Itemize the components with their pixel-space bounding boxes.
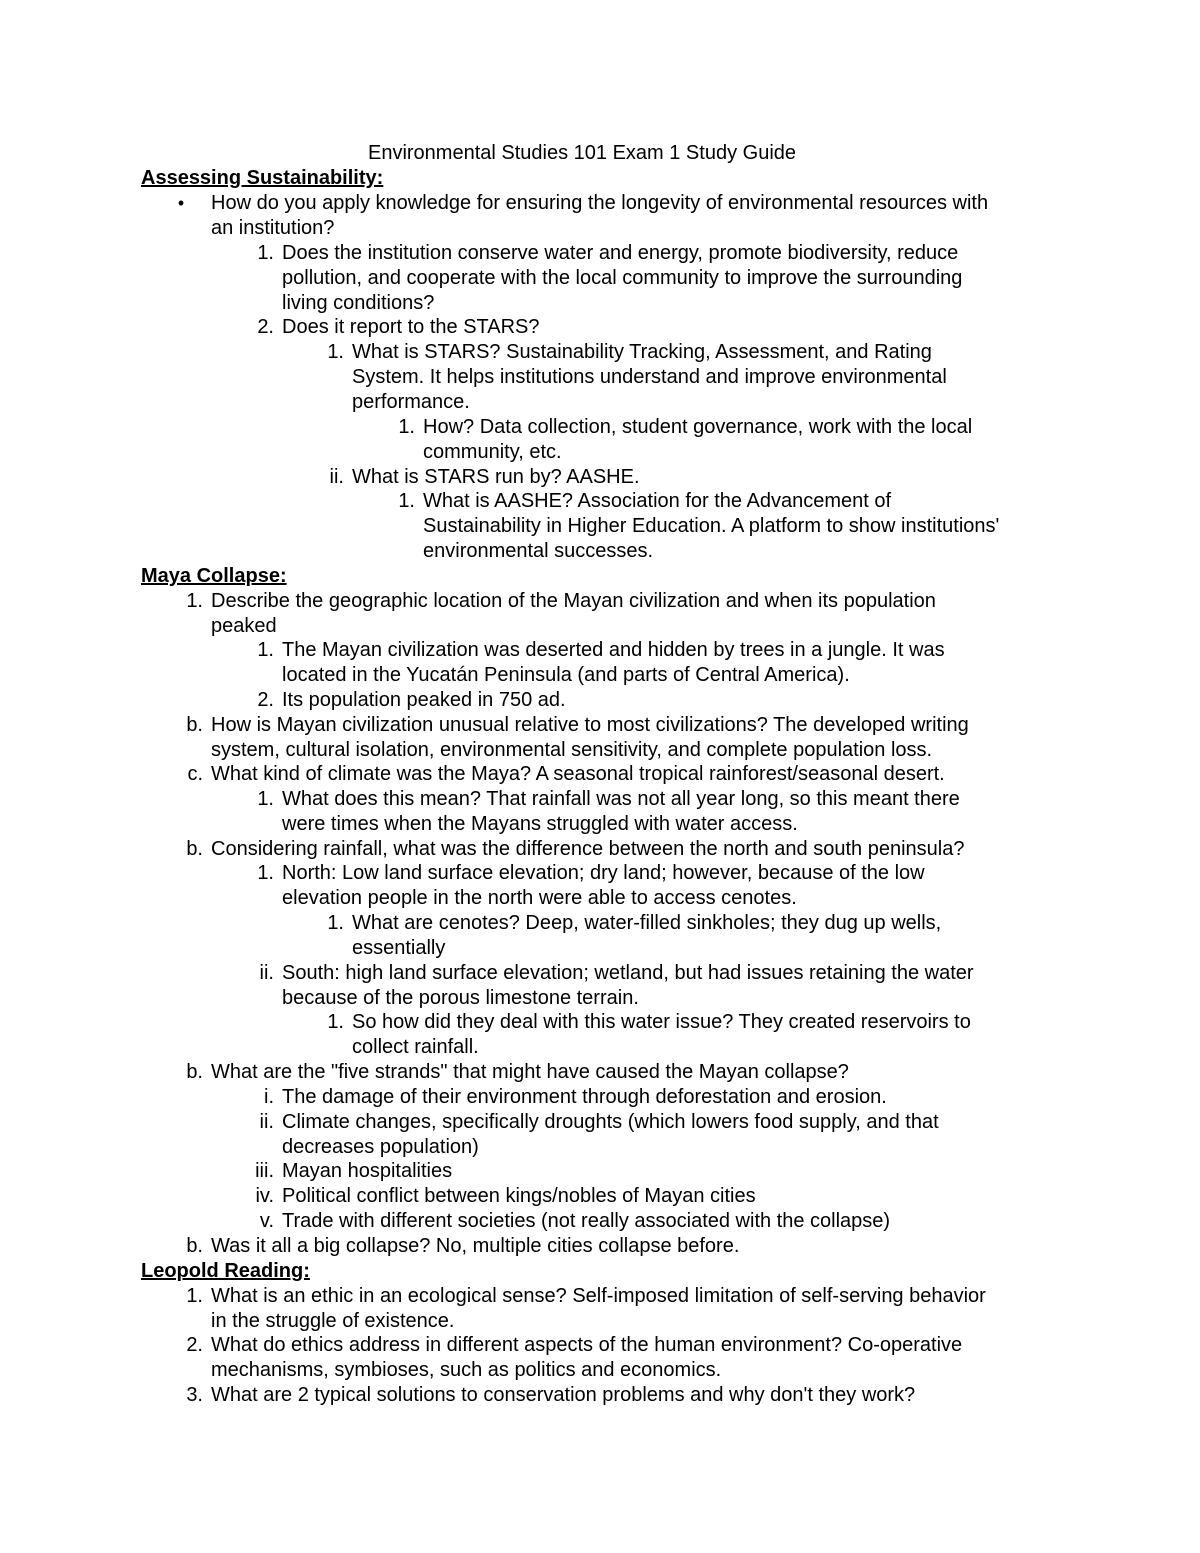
section-heading-leopold: Leopold Reading: — [141, 1260, 310, 1282]
list-item-text: Mayan hospitalities — [282, 1160, 453, 1182]
list-marker: 1. — [327, 341, 344, 363]
list-item-text: How is Mayan civilization unusual relative to most civilizations? The developed writing system, cultural isolation, environmental sensitivity, and complete population loss. — [211, 714, 969, 761]
list-item-text: What do ethics address in different aspects of the human environment? Co-operative mechanisms, symbioses, such as politics and economics. — [211, 1334, 963, 1381]
list-marker: 1. — [257, 242, 274, 264]
list-item — [398, 489, 1163, 563]
list-marker: 2. — [257, 689, 274, 711]
list-item — [177, 191, 1171, 241]
list-item-text: The Mayan civilization was deserted and hidden by trees in a jungle. It was located in the Yucatán Peninsula (and parts of Central America). — [282, 639, 945, 686]
list-item — [259, 961, 1162, 1011]
list-item — [186, 1333, 1171, 1383]
list-marker: ii. — [259, 962, 274, 984]
list-item — [329, 465, 1152, 490]
list-item — [257, 787, 1162, 837]
list-marker: 1. — [398, 416, 415, 438]
list-item — [327, 1010, 1152, 1060]
section-heading-maya: Maya Collapse: — [141, 565, 287, 587]
list-item — [186, 1284, 1171, 1334]
list-item-text: What does this mean? That rainfall was not all year long, so this meant there were times when the Mayans struggled with water access. — [282, 788, 960, 835]
list-marker: 1. — [327, 912, 344, 934]
list-item-text: What are 2 typical solutions to conservation problems and why don't they work? — [211, 1384, 916, 1406]
list-item-text: The damage of their environment through deforestation and erosion. — [282, 1086, 887, 1108]
list-item-text: What is AASHE? Association for the Advancement of Sustainability in Higher Education. A platform to show institutions' environmental successes. — [423, 490, 1000, 562]
list-item-text: How do you apply knowledge for ensuring the longevity of environmental resources with an institution? — [211, 192, 989, 239]
list-item-text: What are the "five strands" that might have caused the Mayan collapse? — [211, 1061, 849, 1083]
list-marker: b. — [186, 714, 203, 736]
list-marker: iii. — [255, 1160, 274, 1182]
list-marker: 1. — [398, 490, 415, 512]
list-item-text: What kind of climate was the Maya? A seasonal tropical rainforest/seasonal desert. — [211, 763, 945, 785]
list-item — [186, 1383, 1171, 1408]
list-item — [186, 1060, 1171, 1085]
list-item-text: How? Data collection, student governance, work with the local community, etc. — [423, 416, 973, 463]
list-marker: 1. — [186, 1285, 203, 1307]
list-marker: ii. — [259, 1111, 274, 1133]
list-item-text: What is STARS run by? AASHE. — [352, 466, 640, 488]
list-marker: 2. — [186, 1334, 203, 1356]
list-item — [259, 1110, 1162, 1160]
list-marker: 3. — [186, 1384, 203, 1406]
list-item — [257, 315, 1162, 340]
list-marker: 2. — [257, 316, 274, 338]
list-item-text: So how did they deal with this water issue? They created reservoirs to collect rainfall. — [352, 1011, 971, 1058]
list-item-text: Climate changes, specifically droughts (which lowers food supply, and that decreases population) — [282, 1111, 939, 1158]
list-item-text: What is STARS? Sustainability Tracking, Assessment, and Rating System. It helps institutions understand and improve environmental performance. — [352, 341, 947, 413]
list-item — [255, 1184, 1162, 1209]
list-marker: ii. — [329, 466, 344, 488]
list-item — [186, 713, 1171, 763]
list-marker: iv. — [255, 1185, 274, 1207]
bullet-marker: • — [177, 193, 185, 213]
list-marker: c. — [187, 763, 203, 785]
list-marker: b. — [186, 838, 203, 860]
list-item — [255, 1159, 1162, 1184]
list-item — [398, 415, 1163, 465]
section-heading-assessing: Assessing Sustainability: — [141, 167, 384, 189]
list-item-text: North: Low land surface elevation; dry land; however, because of the low elevation people in the north were able to access cenotes. — [282, 862, 925, 909]
list-item — [186, 589, 1171, 639]
list-item — [259, 1209, 1162, 1234]
list-marker: 1. — [257, 639, 274, 661]
list-marker: 1. — [327, 1011, 344, 1033]
list-marker: b. — [186, 1235, 203, 1257]
list-item — [186, 1234, 1171, 1259]
list-item-text: South: high land surface elevation; wetland, but had issues retaining the water because of the porous limestone terrain. — [282, 962, 974, 1009]
list-item — [257, 861, 1162, 911]
list-item — [186, 837, 1171, 862]
list-marker: b. — [186, 1061, 203, 1083]
list-marker: v. — [259, 1210, 274, 1232]
list-marker: 1. — [186, 590, 203, 612]
list-item-text: Was it all a big collapse? No, multiple cities collapse before. — [211, 1235, 740, 1257]
list-item-text: What is an ethic in an ecological sense? Self-imposed limitation of self-serving behavior in the struggle of existence. — [211, 1285, 986, 1332]
list-item — [327, 340, 1152, 414]
list-item — [187, 762, 1171, 787]
list-item-text: What are cenotes? Deep, water-filled sinkholes; they dug up wells, essentially — [352, 912, 942, 959]
list-item — [327, 911, 1152, 961]
list-item — [264, 1085, 1162, 1110]
list-item — [257, 241, 1162, 315]
list-marker: 1. — [257, 862, 274, 884]
list-item-text: Does the institution conserve water and energy, promote biodiversity, reduce pollution, and cooperate with the local community to improve the surrounding living conditions? — [282, 242, 963, 314]
list-item-text: Its population peaked in 750 ad. — [282, 689, 566, 711]
list-item — [257, 638, 1162, 688]
list-marker: 1. — [257, 788, 274, 810]
list-item-text: Trade with different societies (not really associated with the collapse) — [282, 1210, 891, 1232]
list-item-text: Political conflict between kings/nobles of Mayan cities — [282, 1185, 756, 1207]
list-item-text: Considering rainfall, what was the difference between the north and south peninsula? — [211, 838, 965, 860]
list-marker: i. — [264, 1086, 274, 1108]
list-item-text: Describe the geographic location of the Mayan civilization and when its population peaked — [211, 590, 936, 637]
list-item — [257, 688, 1162, 713]
list-item-text: Does it report to the STARS? — [282, 316, 540, 338]
page-title: Environmental Studies 101 Exam 1 Study Guide — [367, 142, 797, 164]
